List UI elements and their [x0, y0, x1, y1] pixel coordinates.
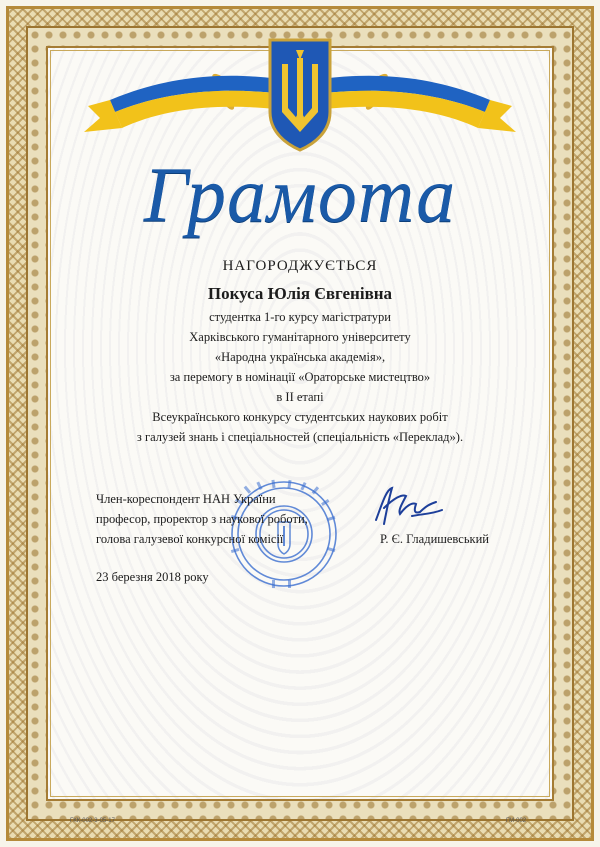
body-line: Харківського гуманітарного університету	[189, 330, 411, 344]
body-line: «Народна українська академія»,	[214, 350, 386, 364]
signatory-title-line: професор, проректор з наукової роботи,	[96, 512, 308, 526]
footer-right-code: ГМ-002	[506, 818, 527, 824]
signatory-title-line: Член-кореспондент НАН України	[96, 492, 276, 506]
handwritten-signature-icon	[372, 484, 444, 528]
signatory-name: Р. Є. Гладишевський	[380, 532, 489, 546]
awarded-label: НАГОРОДЖУЄТЬСЯ	[222, 258, 378, 274]
signatory-title-line: голова галузевої конкурсної комісії	[96, 532, 284, 546]
body-line: в ІІ етапі	[276, 390, 324, 404]
body-line: Всеукраїнського конкурсу студентських наукових робіт	[152, 410, 448, 424]
certificate-title: Грамота	[143, 151, 457, 238]
body-line: за перемогу в номінації «Ораторське мистецтво»	[169, 370, 431, 384]
trident-coat-of-arms-icon	[0, 20, 600, 160]
body-line: з галузей знань і спеціальностей (спеціальність «Переклад»).	[136, 430, 464, 444]
footer-left-code: ГКК-002-3-05-17	[70, 818, 115, 824]
body-line: студентка 1-го курсу магістратури	[209, 310, 391, 324]
recipient-name: Покуса Юлія Євгенівна	[207, 284, 393, 303]
issue-date: 23 березня 2018 року	[96, 570, 209, 584]
